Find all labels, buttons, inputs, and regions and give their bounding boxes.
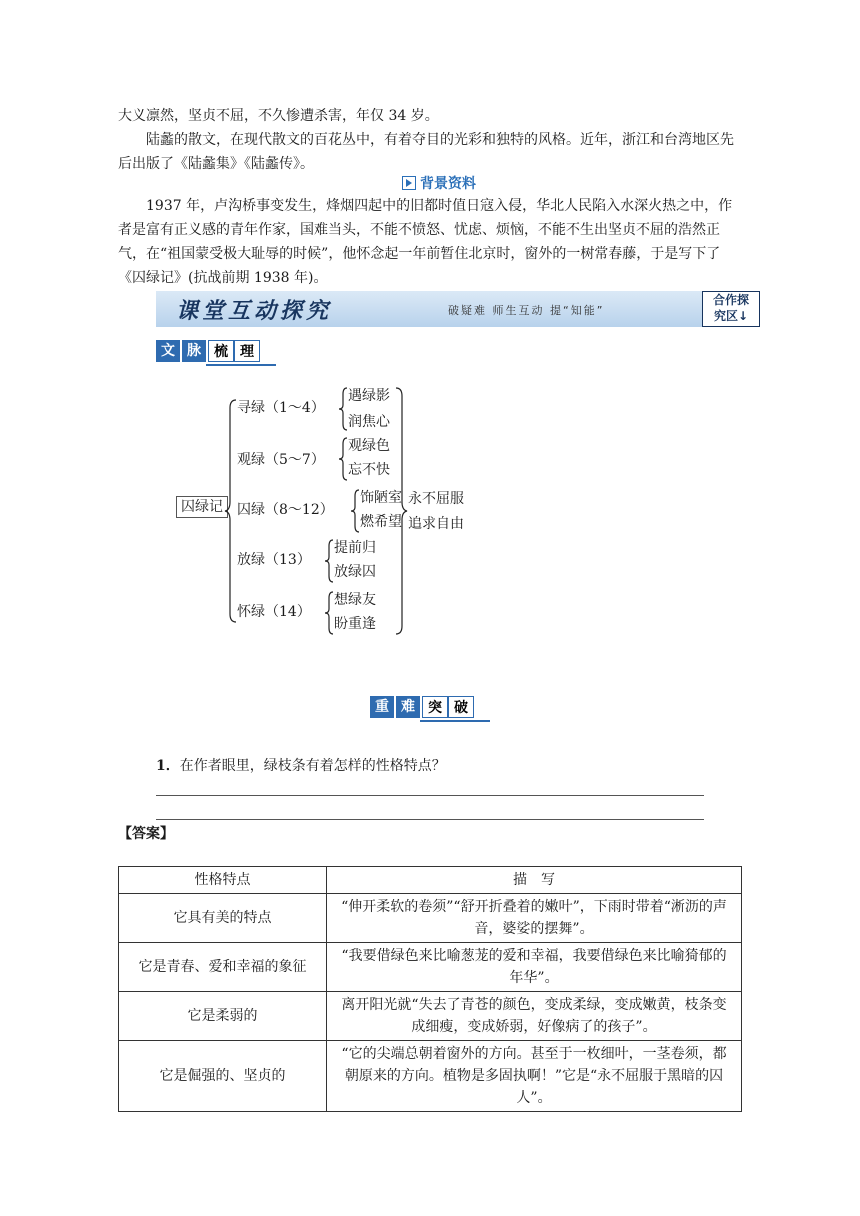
answer-blank-line: [156, 795, 704, 796]
section-header-outline: [156, 340, 260, 362]
theme-text: 追求自由: [408, 516, 464, 532]
question-text: 在作者眼里，绿枝条有着怎样的性格特点？: [179, 758, 446, 774]
background-label: [402, 174, 476, 192]
sub-item: 放绿囚: [334, 564, 376, 580]
outline-root: 囚绿记: [176, 496, 228, 518]
tag-char: 文: [156, 340, 180, 362]
table-header: 性格特点: [119, 867, 327, 894]
desc-cell: “我要借绿色来比喻葱茏的爱和幸福，我要借绿色来比喻猗郁的年华”。: [327, 943, 742, 992]
paragraph-background: 1937 年，卢沟桥事变发生，烽烟四起中的旧都时值日寇入侵，华北人民陷入水深火热之中，作者是富有正义感的青年作家，国难当头，不能不愤怒、忧虑、烦恼，不能不生出坚贞不屈的浩然正气，在“祖国蒙受极大耻辱的时候”，他怀念起一年前暂住北京时，窗外的一树常春藤，于是写下了《囚绿记》(抗战前期 1938 年)。: [118, 198, 733, 286]
tag-char: 理: [234, 340, 260, 362]
desc-cell: “伸开柔软的卷须”“舒开折叠着的嫩叶”，下雨时带着“淅沥的声音，婆娑的摆舞”。: [327, 894, 742, 943]
banner-title: 课堂互动探究: [176, 298, 333, 324]
box-line-2: 究区↓: [713, 309, 749, 323]
sub-item: 提前归: [334, 540, 376, 556]
trait-cell: 它是青春、爱和幸福的象征: [119, 943, 327, 992]
banner-subtitle: 破疑难 师生互动 提“知能”: [448, 304, 605, 317]
table-header-row: [119, 867, 742, 894]
sub-item: 饰陋室: [360, 490, 402, 506]
paragraph-intro-end: 大义凛然，坚贞不屈，不久惨遭杀害，年仅 34 岁。: [118, 108, 439, 124]
sub-item: 观绿色: [348, 438, 390, 454]
header-underline: [206, 364, 276, 366]
answer-blank-line: [156, 819, 704, 820]
branch-label: 观绿（5～7）: [237, 452, 325, 468]
branch-label: 放绿（13）: [237, 552, 311, 568]
table-row: [119, 1041, 742, 1112]
table-row: [119, 992, 742, 1041]
section-banner: [156, 291, 760, 327]
background-label-text: 背景资料: [420, 176, 476, 192]
trait-cell: 它是倔强的、坚贞的: [119, 1041, 327, 1112]
branch-label: 寻绿（1～4）: [237, 400, 325, 416]
table-row: [119, 894, 742, 943]
answer-table: [118, 866, 742, 1112]
tag-char: 脉: [182, 340, 206, 362]
theme-brace: [394, 386, 408, 636]
sub-brace: [350, 488, 360, 534]
tag-char: 难: [396, 696, 420, 718]
paragraph-works: 陆蠡的散文，在现代散文的百花丛中，有着夺目的光彩和独特的风格。近年，浙江和台湾地区先后出版了《陆蠡集》《陆蠡传》。: [118, 132, 734, 172]
desc-cell: “它的尖端总朝着窗外的方向。甚至于一枚细叶，一茎卷须，都朝原来的方向。植物是多固执啊！”它是“永不屈服于黑暗的囚人”。: [327, 1041, 742, 1112]
header-underline: [420, 720, 490, 722]
root-brace: [224, 398, 238, 624]
sub-brace: [324, 538, 334, 584]
tag-char: 梳: [208, 340, 234, 362]
table-header: 描 写: [327, 867, 742, 894]
sub-brace: [324, 590, 334, 636]
play-icon: [402, 176, 416, 190]
branch-label: 怀绿（14）: [237, 604, 311, 620]
sub-item: 遇绿影: [348, 388, 390, 404]
sub-brace: [338, 386, 348, 432]
sub-item: 润焦心: [348, 414, 390, 430]
tag-char: 破: [448, 696, 474, 718]
sub-item: 忘不快: [348, 462, 390, 478]
question: [156, 756, 446, 776]
theme-text: 永不屈服: [408, 491, 464, 507]
section-header-difficulty: [370, 696, 474, 718]
tag-char: 重: [370, 696, 394, 718]
sub-item: 燃希望: [360, 514, 402, 530]
trait-cell: 它具有美的特点: [119, 894, 327, 943]
answer-label: 【答案】: [118, 826, 174, 842]
trait-cell: 它是柔弱的: [119, 992, 327, 1041]
cooperative-zone-box: [702, 291, 760, 327]
desc-cell: 离开阳光就“失去了青苍的颜色，变成柔绿，变成嫩黄，枝条变成细瘦，变成娇弱，好像病了的孩子”。: [327, 992, 742, 1041]
box-line-1: 合作探: [712, 293, 749, 307]
table-row: [119, 943, 742, 992]
sub-item: 盼重逢: [334, 616, 376, 632]
sub-item: 想绿友: [334, 592, 376, 608]
branch-label: 囚绿（8～12）: [237, 502, 334, 518]
question-number: 1．: [156, 758, 180, 774]
sub-brace: [338, 436, 348, 482]
tag-char: 突: [422, 696, 448, 718]
